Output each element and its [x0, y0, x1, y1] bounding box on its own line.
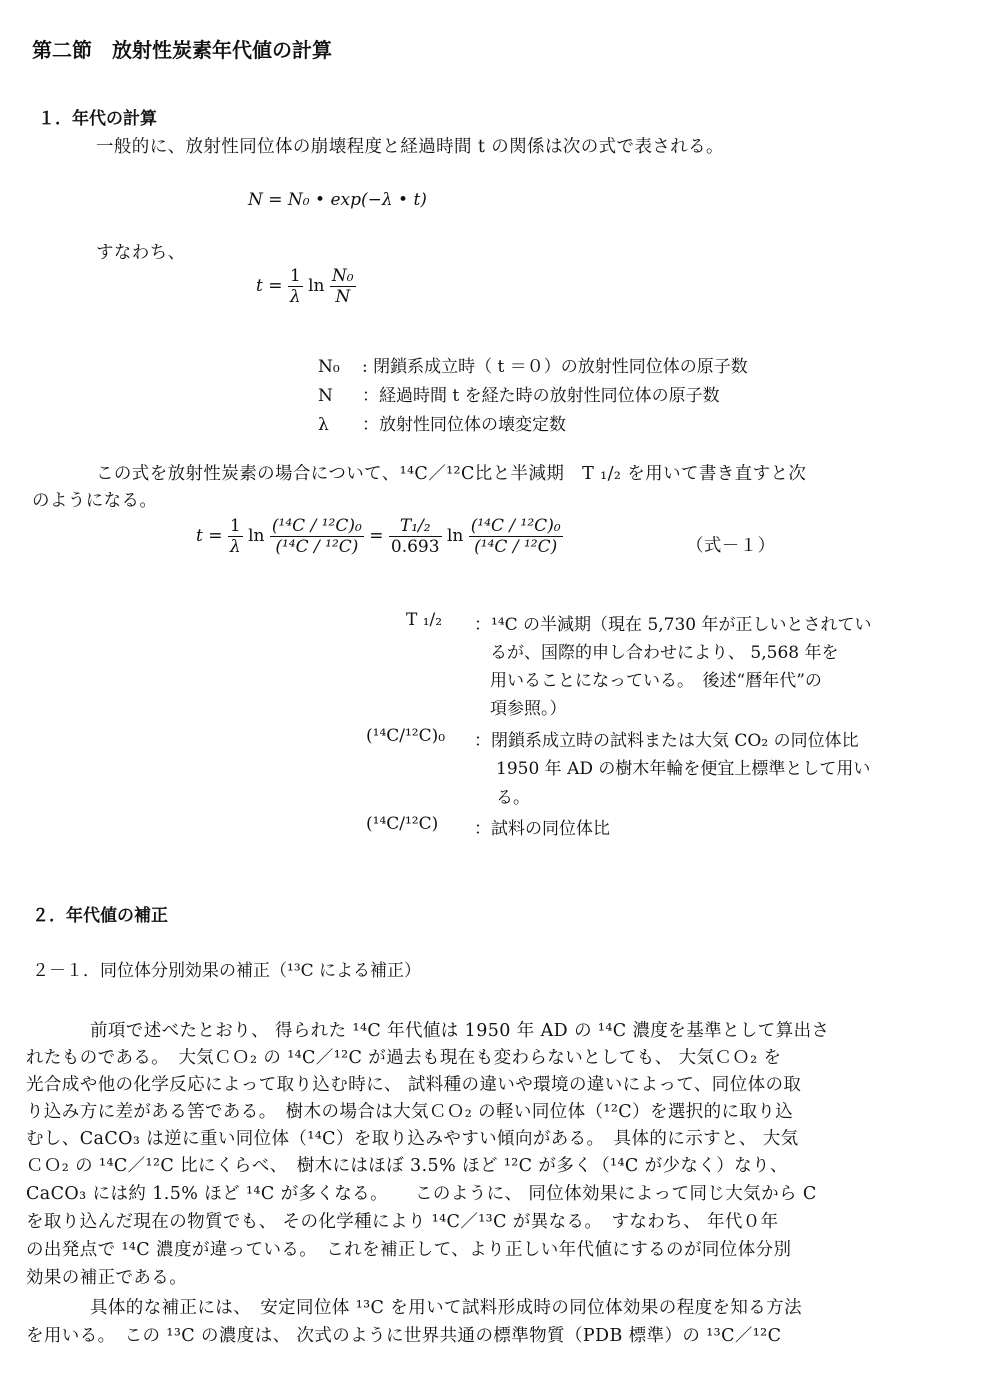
- fraction-denominator: 0.693: [390, 537, 440, 557]
- definition-row: [318, 352, 748, 377]
- definition-symbol-ratio: (¹⁴C/¹²C): [366, 814, 439, 834]
- ln-symbol: ln: [308, 276, 325, 296]
- heading-age-calculation: １．年代の計算: [38, 109, 157, 129]
- fraction-denominator: N: [335, 287, 351, 307]
- decay-equation: N = N₀ • exp(−λ • t): [248, 190, 427, 210]
- definition-text: ：経過時間 t を経た時の放射性同位体の原子数: [362, 386, 720, 406]
- paragraph-line: CaCO₃ には約 1.5% ほど ¹⁴C が多くなる。 このように、 同位体効果によって同じ大気から C: [26, 1184, 817, 1204]
- paragraph-line: れたものである。 大気ＣＯ₂ の ¹⁴C／¹²C が過去も現在も変わらないとしても、 大気ＣＯ₂ を: [26, 1048, 782, 1068]
- paragraph-line: り込み方に差がある筈である。 樹木の場合は大気ＣＯ₂ の軽い同位体（¹²C）を選択的に取り込: [26, 1102, 794, 1122]
- fraction-numerator: (¹⁴C / ¹²C)₀: [470, 516, 561, 536]
- radiocarbon-equation: [196, 516, 563, 557]
- equation-fraction: [228, 516, 243, 557]
- age-equation-lhs: t =: [256, 276, 283, 296]
- paragraph-line: むし、CaCO₃ は逆に重い同位体（¹⁴C）を取り込みやすい傾向がある。 具体的に示すと、 大気: [26, 1129, 799, 1149]
- age-equation-fraction-2: [330, 266, 356, 307]
- paragraph-line: ＣＯ₂ の ¹⁴C／¹²C 比にくらべ、 樹木にはほぼ 3.5% ほど ¹²C が多く（¹⁴C が少なく）なり、: [26, 1156, 788, 1176]
- fraction-numerator: 1: [289, 266, 301, 286]
- paragraph-line: のようになる。: [32, 491, 158, 511]
- definition-line: るが、国際的申し合わせにより、 5,568 年を: [490, 643, 839, 663]
- fraction-denominator: (¹⁴C / ¹²C): [275, 537, 359, 557]
- age-equation: [256, 266, 356, 307]
- fraction-denominator: λ: [289, 287, 301, 307]
- fraction-numerator: N₀: [331, 266, 354, 286]
- definition-line: 項参照。）: [490, 699, 567, 719]
- sunawachi-text: すなわち、: [96, 243, 186, 263]
- definition-line: ：¹⁴C の半減期（現在 5,730 年が正しいとされてい: [474, 615, 872, 635]
- definition-symbol: N₀: [318, 357, 340, 377]
- equation-label: （式－１）: [686, 536, 776, 556]
- equals-sign: =: [369, 526, 384, 546]
- definition-symbol: N: [318, 386, 333, 406]
- definition-line: ：試料の同位体比: [474, 819, 610, 839]
- paragraph-line: を取り込んだ現在の物質でも、 その化学種により ¹⁴C／¹³C が異なる。 すなわち、 年代０年: [26, 1212, 779, 1232]
- section-title: 第二節 放射性炭素年代値の計算: [32, 38, 332, 62]
- equation-fraction: [389, 516, 442, 557]
- paragraph-line: を用いる。 この ¹³C の濃度は、 次式のように世界共通の標準物質（PDB 標準）の ¹³C／¹²C: [26, 1326, 782, 1346]
- heading-age-correction: ２．年代値の補正: [32, 906, 168, 926]
- paragraph-line: 光合成や他の化学反応によって取り込む時に、 試料種の違いや環境の違いによって、同位体の取: [26, 1075, 802, 1095]
- ln-symbol: ln: [248, 526, 265, 546]
- intro-text: 一般的に、放射性同位体の崩壊程度と経過時間 t の関係は次の式で表される。: [96, 137, 724, 157]
- equation-fraction: [270, 516, 364, 557]
- definition-symbol: λ: [318, 415, 329, 435]
- paragraph-line: 効果の補正である。: [26, 1268, 188, 1288]
- age-equation-fraction-1: [288, 266, 303, 307]
- definition-line: る。: [496, 788, 530, 808]
- paragraph-line: の出発点で ¹⁴C 濃度が違っている。 これを補正して、より正しい年代値にするのが同位体分別: [26, 1240, 792, 1260]
- subheading-isotope-fractionation: ２－１．同位体分別効果の補正（¹³C による補正）: [32, 961, 422, 981]
- fraction-denominator: λ: [229, 537, 241, 557]
- fraction-numerator: T₁/₂: [389, 516, 442, 537]
- equation-fraction: [469, 516, 563, 557]
- fraction-numerator: (¹⁴C / ¹²C)₀: [271, 516, 362, 536]
- definition-row: [318, 381, 720, 406]
- fraction-numerator: 1: [229, 516, 241, 536]
- definition-line: 1950 年 AD の樹木年輪を便宜上標準として用い: [496, 759, 871, 779]
- definition-symbol-t-half: T ₁/₂: [406, 610, 443, 630]
- definition-line: ：閉鎖系成立時の試料または大気 CO₂ の同位体比: [474, 731, 859, 751]
- paragraph-line: 具体的な補正には、 安定同位体 ¹³C を用いて試料形成時の同位体効果の程度を知る方法: [90, 1298, 802, 1318]
- paragraph-line: 前項で述べたとおり、 得られた ¹⁴C 年代値は 1950 年 AD の ¹⁴C 濃度を基準として算出さ: [90, 1021, 830, 1041]
- definition-text: ：放射性同位体の壊変定数: [362, 415, 566, 435]
- definition-symbol-ratio0: (¹⁴C/¹²C)₀: [366, 726, 446, 746]
- equation-lhs: t =: [196, 526, 223, 546]
- ln-symbol: ln: [446, 526, 464, 546]
- paragraph-line: この式を放射性炭素の場合について、¹⁴C／¹²C比と半減期 T ₁/₂ を用いて書き直すと次: [96, 464, 807, 484]
- definition-text: : 閉鎖系成立時（ t ＝０）の放射性同位体の原子数: [362, 357, 748, 377]
- definition-row: [318, 410, 566, 435]
- fraction-denominator: (¹⁴C / ¹²C): [474, 537, 558, 557]
- definition-line: 用いることになっている。 後述“暦年代”の: [490, 671, 822, 691]
